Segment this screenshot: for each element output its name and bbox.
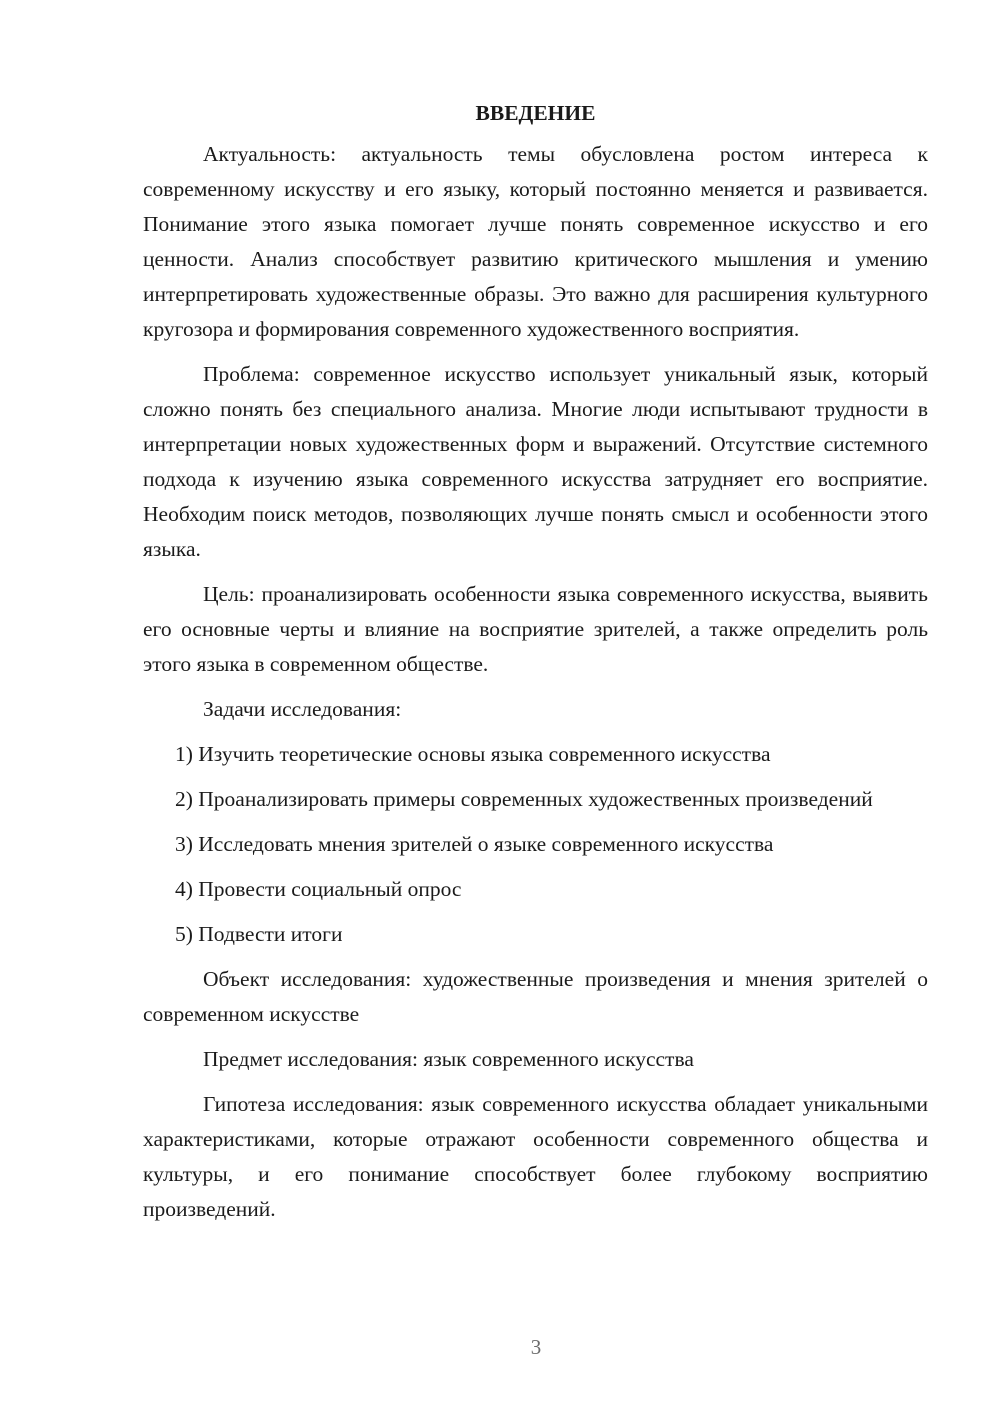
relevance-paragraph: Актуальность: актуальность темы обусловлена ростом интереса к современному искусству и его языку, который постоянно меняется и развивается. Понимание этого языка помогает лучше понять современное искусство и его ценности. Анализ способствует развитию критического мышления и умению интерпретировать художественные образы. Это важно для расширения культурного кругозора и формирования современного художественного восприятия. [143,142,928,341]
section-heading: ВВЕДЕНИЕ [475,101,596,125]
task-item: 3) Исследовать мнения зрителей о языке современного искусства [175,832,774,856]
tasks-intro: Задачи исследования: [203,697,402,721]
task-item: 2) Проанализировать примеры современных художественных произведений [175,787,873,811]
subject-paragraph: Предмет исследования: язык современного искусства [203,1047,694,1071]
object-paragraph: Объект исследования: художественные произведения и мнения зрителей о современном искусстве [143,967,928,1026]
goal-paragraph: Цель: проанализировать особенности языка современного искусства, выявить его основные черты и влияние на восприятие зрителей, а также определить роль этого языка в современном обществе. [143,582,928,676]
page-number: 3 [530,1335,542,1359]
task-item: 1) Изучить теоретические основы языка современного искусства [175,742,771,766]
problem-paragraph: Проблема: современное искусство использует уникальный язык, который сложно понять без специального анализа. Многие люди испытывают трудности в интерпретации новых художественных форм и выражений. Отсутствие системного подхода к изучению языка современного искусства затрудняет его восприятие. Необходим поиск методов, позволяющих лучше понять смысл и особенности этого языка. [143,362,928,561]
task-item: 5) Подвести итоги [175,922,343,946]
task-item: 4) Провести социальный опрос [175,877,462,901]
page-content [143,96,928,1237]
hypothesis-paragraph: Гипотеза исследования: язык современного искусства обладает уникальными характеристиками, которые отражают особенности современного общества и культуры, и его понимание способствует более глубокому восприятию произведений. [143,1092,928,1221]
